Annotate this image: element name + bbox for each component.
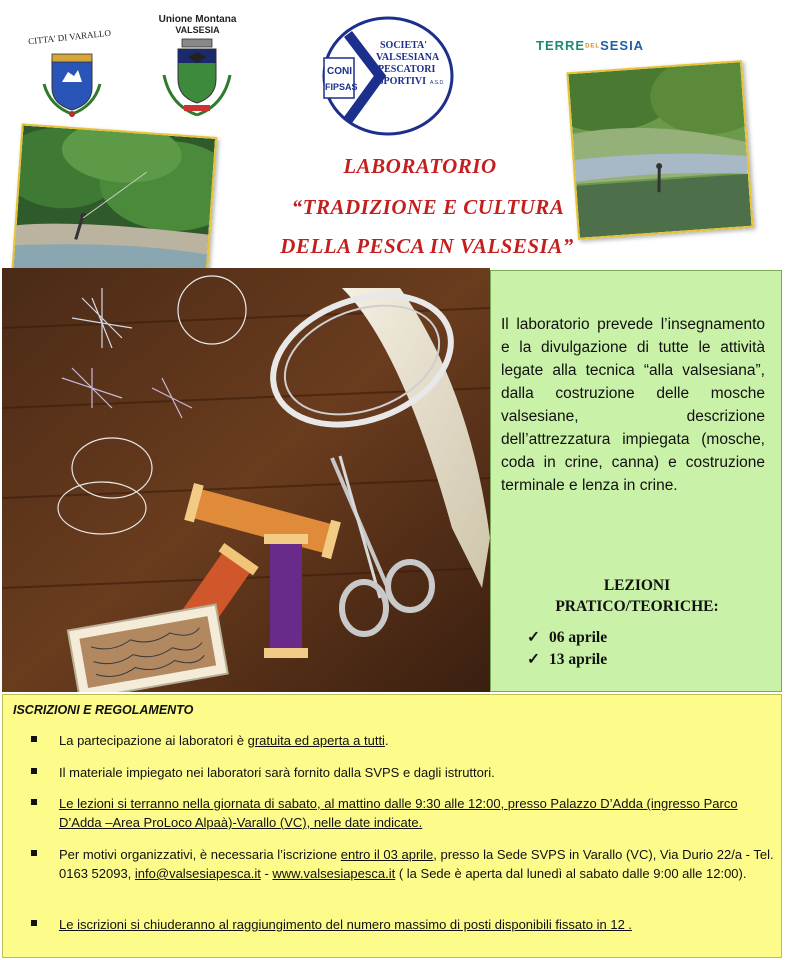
check-icon: ✓ [527,651,540,668]
rules-title: ISCRIZIONI E REGOLAMENTO [13,703,194,717]
rule-4-deadline: entro il 03 aprile [340,847,434,862]
svps-logo [318,14,458,136]
fishing-materials-photo [2,268,490,692]
lesson-date-1: 06 aprile [549,629,608,646]
rule-5-text: Le iscrizioni si chiuderanno al raggiungimento del numero massimo di posti disponibili fissato in 12 . [59,917,633,932]
info-description: Il laboratorio prevede l’insegnamento e la divulgazione di tutte le attività legate alla tecnica “alla valsesiana”, dalla costruzione delle mosche valsesiane, descrizione dell’attrezzatura impiegata (mosche, coda in crine, canna) e costruzione terminale e lenza in crine. [501,316,765,494]
svps-name-1: SOCIETA' [380,40,428,51]
title-line-3: DELLA PESCA IN VALSESIA” [280,234,574,258]
title-line-2: “TRADIZIONE E CULTURA [291,195,565,219]
lesson-date-item [527,649,607,671]
svps-name-3: PESCATORI [378,64,436,75]
unione-crest-icon [150,35,245,125]
website-link[interactable]: www.valsesiapesca.it [272,866,396,881]
svps-coni-text: CONI [327,66,352,77]
check-icon: ✓ [527,629,540,646]
lessons-title-1: LEZIONI [603,577,671,594]
bullet-icon [31,768,37,774]
rule-2-text: Il materiale impiegato nei laboratori sarà fornito dalla SVPS e dagli istruttori. [59,765,495,780]
svps-name-2: VALSESIANA [376,52,440,63]
lesson-dates [527,627,607,671]
unione-caption-2: VALSESIA [175,25,220,35]
bullet-icon [31,850,37,856]
unione-caption-1: Unione Montana [158,14,237,25]
terre-del-text: DEL [585,43,601,50]
email-link[interactable]: info@valsesiapesca.it [134,866,261,881]
rules-box [2,694,782,958]
bullet-icon [31,920,37,926]
rule-4-hours: ( la Sede è aperta dal lunedì al sabato dalle 9:00 alle 12:00). [395,866,747,881]
lesson-date-2: 13 aprile [549,651,608,668]
bullet-icon [31,736,37,742]
title-line-1: LABORATORIO [343,154,497,178]
fly-tying-scene-icon [2,268,490,692]
unione-montana-logo [150,14,245,132]
svps-asd: A.S.D. [430,80,445,86]
rule-1-text: La partecipazione ai laboratori è [59,733,248,748]
terre-text: TERRE [536,38,586,53]
terre-sesia-logo [536,38,676,66]
rule-4-address: , presso la Sede SVPS in Varallo (VC), Via Durio 22/a - Tel. 0163 52093, [59,847,774,881]
river-scene-icon [13,125,215,290]
rule-3-text: Le lezioni si terranno nella giornata di sabato, al mattino dalle 9:30 alle 12:00, presso Palazzo D’Adda (ingresso Parco D’Adda –Area ProLoco Alpaà)-Varallo (VC), nelle date indicate. [59,796,738,830]
varallo-caption: CITTA' DI VARALLO [27,27,112,47]
rule-1-end: . [384,733,389,748]
rule-4-sep: - [260,866,273,881]
rule-1-highlight: gratuita ed aperta a tutti [247,733,385,748]
varallo-logo [22,27,122,120]
lesson-date-item [527,627,607,649]
svps-fipsas-text: FIPSAS [325,82,358,92]
info-box [490,270,782,692]
bullet-icon [31,799,37,805]
svps-name-4: SPORTIVI [378,76,426,87]
sesia-text: SESIA [600,38,645,53]
lessons-title-2: PRATICO/TEORICHE: [555,598,719,615]
rule-4-text: Per motivi organizzativi, è necessaria l’iscrizione [59,847,341,862]
svps-emblem-icon [318,14,458,136]
